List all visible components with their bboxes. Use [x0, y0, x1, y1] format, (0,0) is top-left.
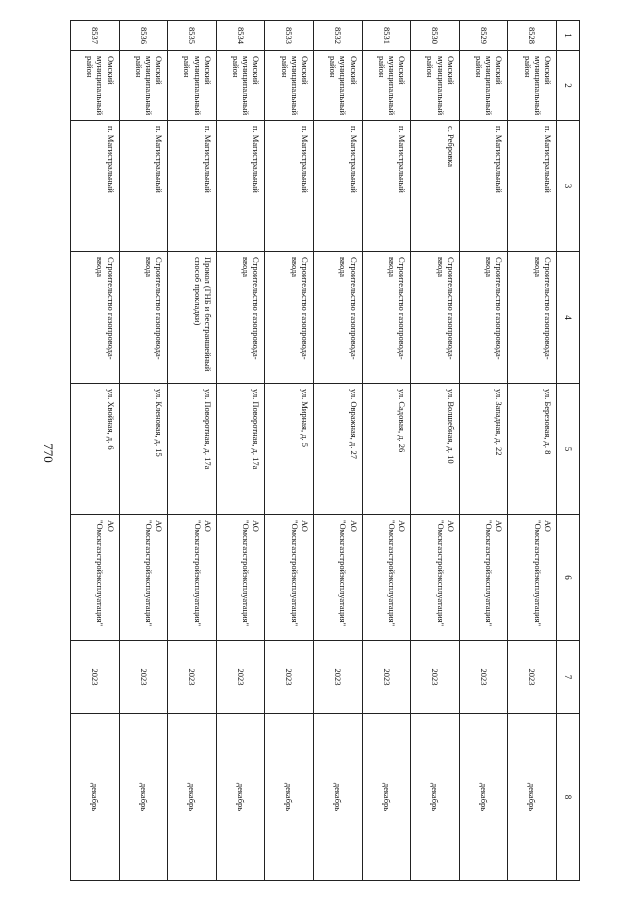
district-cell: Омский муниципальный район: [216, 51, 265, 121]
district-cell: Омский муниципальный район: [168, 51, 217, 121]
locality-cell: п. Магистральный: [216, 121, 265, 252]
year-cell: 2023: [459, 641, 508, 714]
locality-cell: п. Магистральный: [314, 121, 363, 252]
column-header: 4: [557, 252, 580, 384]
organization-cell: АО "Омскгазстройэксплуатация": [362, 515, 411, 641]
row-number: 8536: [119, 21, 168, 51]
organization-cell: АО "Омскгазстройэксплуатация": [459, 515, 508, 641]
work-type-cell: Строительство газопровода-ввода: [265, 252, 314, 384]
year-cell: 2023: [119, 641, 168, 714]
month-cell: декабрь: [508, 714, 557, 881]
address-cell: ул. Мирная, д. 5: [265, 384, 314, 515]
year-cell: 2023: [411, 641, 460, 714]
row-number: 8535: [168, 21, 217, 51]
organization-cell: АО "Омскгазстройэксплуатация": [168, 515, 217, 641]
work-type-cell: Строительство газопровода-ввода: [362, 252, 411, 384]
address-cell: ул. Садовая, д. 26: [362, 384, 411, 515]
work-type-cell: Строительство газопровода-ввода: [119, 252, 168, 384]
month-cell: декабрь: [314, 714, 363, 881]
work-type-cell: Строительство газопровода-ввода: [71, 252, 120, 384]
work-schedule-table: [70, 20, 580, 881]
column-header: 2: [557, 51, 580, 121]
rotated-table-container: [70, 20, 580, 880]
table-row: [314, 21, 363, 881]
year-cell: 2023: [168, 641, 217, 714]
month-cell: декабрь: [411, 714, 460, 881]
district-cell: Омский муниципальный район: [314, 51, 363, 121]
year-cell: 2023: [314, 641, 363, 714]
row-number: 8528: [508, 21, 557, 51]
organization-cell: АО "Омскгазстройэксплуатация": [119, 515, 168, 641]
month-cell: декабрь: [71, 714, 120, 881]
table-row: [265, 21, 314, 881]
month-cell: декабрь: [168, 714, 217, 881]
locality-cell: п. Магистральный: [362, 121, 411, 252]
locality-cell: п. Магистральный: [168, 121, 217, 252]
work-type-cell: Строительство газопровода-ввода: [314, 252, 363, 384]
table-rotation: [70, 20, 580, 880]
address-cell: ул. Западная, д. 22: [459, 384, 508, 515]
row-number: 8529: [459, 21, 508, 51]
year-cell: 2023: [265, 641, 314, 714]
column-header: 3: [557, 121, 580, 252]
row-number: 8537: [71, 21, 120, 51]
month-cell: декабрь: [216, 714, 265, 881]
locality-cell: п. Магистральный: [508, 121, 557, 252]
district-cell: Омский муниципальный район: [362, 51, 411, 121]
table-row: [362, 21, 411, 881]
column-header: 1: [557, 21, 580, 51]
row-number: 8534: [216, 21, 265, 51]
locality-cell: п. Магистральный: [119, 121, 168, 252]
organization-cell: АО "Омскгазстройэксплуатация": [216, 515, 265, 641]
organization-cell: АО "Омскгазстройэксплуатация": [71, 515, 120, 641]
address-cell: ул. Поворотная, д. 17а: [216, 384, 265, 515]
column-header: 5: [557, 384, 580, 515]
locality-cell: п. Магистральный: [265, 121, 314, 252]
district-cell: Омский муниципальный район: [71, 51, 120, 121]
table-row: [216, 21, 265, 881]
locality-cell: с. Ребровка: [411, 121, 460, 252]
column-header: 7: [557, 641, 580, 714]
district-cell: Омский муниципальный район: [508, 51, 557, 121]
column-header: 8: [557, 714, 580, 881]
locality-cell: п. Магистральный: [71, 121, 120, 252]
district-cell: Омский муниципальный район: [411, 51, 460, 121]
organization-cell: АО "Омскгазстройэксплуатация": [265, 515, 314, 641]
work-type-cell: Строительство газопровода-ввода: [508, 252, 557, 384]
row-number: 8533: [265, 21, 314, 51]
address-cell: ул. Хвойная, д. 6: [71, 384, 120, 515]
table-header-row: [557, 21, 580, 881]
table-row: [71, 21, 120, 881]
month-cell: декабрь: [459, 714, 508, 881]
year-cell: 2023: [362, 641, 411, 714]
table-row: [411, 21, 460, 881]
row-number: 8531: [362, 21, 411, 51]
page-number: 770: [41, 443, 56, 463]
district-cell: Омский муниципальный район: [119, 51, 168, 121]
district-cell: Омский муниципальный район: [459, 51, 508, 121]
row-number: 8530: [411, 21, 460, 51]
column-header: 6: [557, 515, 580, 641]
address-cell: ул. Овражная, д. 27: [314, 384, 363, 515]
month-cell: декабрь: [265, 714, 314, 881]
work-type-cell: Строительство газопровода-ввода: [459, 252, 508, 384]
locality-cell: п. Магистральный: [459, 121, 508, 252]
table-row: [119, 21, 168, 881]
work-type-cell: Строительство газопровода-ввода: [411, 252, 460, 384]
organization-cell: АО "Омскгазстройэксплуатация": [314, 515, 363, 641]
work-type-cell: Прокол (ГНБ и бестраншейный способ прокладки): [168, 252, 217, 384]
work-type-cell: Строительство газопровода-ввода: [216, 252, 265, 384]
year-cell: 2023: [508, 641, 557, 714]
table-row: [168, 21, 217, 881]
month-cell: декабрь: [119, 714, 168, 881]
year-cell: 2023: [71, 641, 120, 714]
row-number: 8532: [314, 21, 363, 51]
address-cell: ул. Кленовая, д. 15: [119, 384, 168, 515]
organization-cell: АО "Омскгазстройэксплуатация": [411, 515, 460, 641]
table-row: [459, 21, 508, 881]
address-cell: ул. Березовая, д. 8: [508, 384, 557, 515]
address-cell: ул. Поворотная, д. 17а: [168, 384, 217, 515]
month-cell: декабрь: [362, 714, 411, 881]
address-cell: ул. Волшебная, д. 10: [411, 384, 460, 515]
organization-cell: АО "Омскгазстройэксплуатация": [508, 515, 557, 641]
district-cell: Омский муниципальный район: [265, 51, 314, 121]
table-row: [508, 21, 557, 881]
year-cell: 2023: [216, 641, 265, 714]
